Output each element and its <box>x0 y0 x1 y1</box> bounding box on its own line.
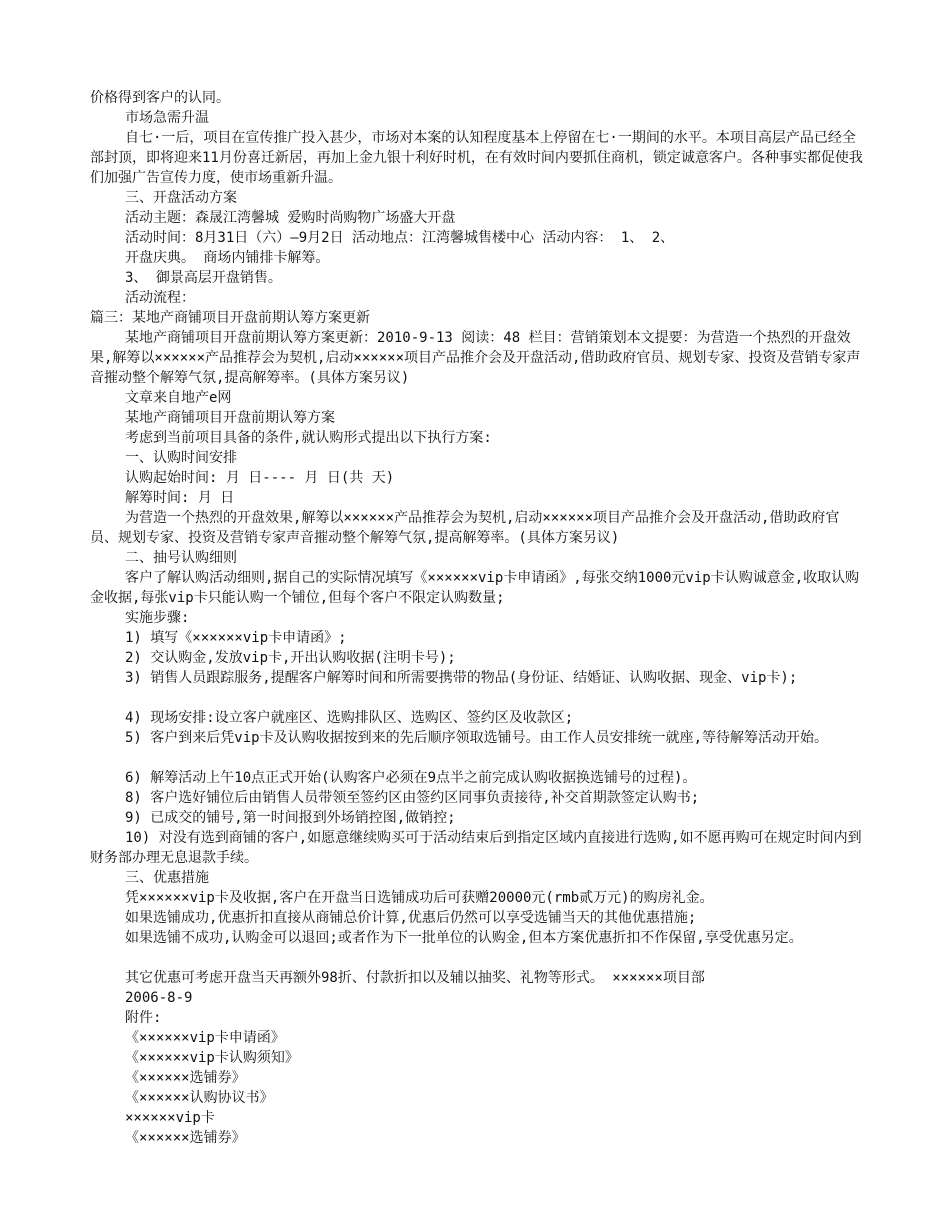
list-item: 8) 客户选好铺位后由销售人员带领至签约区由签约区同事负责接待,补交首期款签定认购书; <box>125 790 700 806</box>
list-item: 1) 填写《××××××vip卡申请函》; <box>125 630 347 646</box>
section-heading: 三、开盘活动方案 <box>125 190 237 206</box>
text-line: 如果选铺成功,优惠折扣直接从商铺总价计算,优惠后仍然可以享受选铺当天的其他优惠措施; <box>125 910 697 926</box>
text-line: 考虑到当前项目具备的条件,就认购形式提出以下执行方案: <box>125 430 492 446</box>
text-line: 实施步骤: <box>125 610 190 626</box>
list-item: 3) 销售人员跟踪服务,提醒客户解筹时间和所需要携带的物品(身份证、结婚证、认购收据、现金、vip卡); <box>125 670 798 686</box>
list-item: 2) 交认购金,发放vip卡,开出认购收据(注明卡号); <box>125 650 456 666</box>
list-item: 10) 对没有选到商铺的客户,如愿意继续购买可于活动结束后到指定区域内直接进行选购,如不愿再购可在规定时间内到财务部办理无息退款手续。 <box>90 830 862 866</box>
attachment-item: 《××××××选铺券》 <box>125 1070 246 1086</box>
text-line: 活动时间：8月31日（六）—9月2日 活动地点：江湾馨城售楼中心 活动内容： 1、 2、 <box>125 230 675 246</box>
paragraph: 自七·一后，项目在宣传推广投入甚少，市场对本案的认知程度基本上停留在七·一期间的水平。本项目高层产品已经全部封顶，即将迎来11月份喜迁新居，再加上金九银十利好时机，在有效时间内要抓住商机，锁定诚意客户。各种事实都促使我们加强广告宣传力度，使市场重新升温。 <box>90 130 863 186</box>
attachment-item: 《××××××vip卡申请函》 <box>125 1030 285 1046</box>
text-line: 附件: <box>125 1010 162 1026</box>
section-heading: 二、抽号认购细则 <box>125 550 237 566</box>
text-line: 如果选铺不成功,认购金可以退回;或者作为下一批单位的认购金,但本方案优惠折扣不作保留,享受优惠另定。 <box>125 930 803 946</box>
list-item: 6) 解筹活动上午10点正式开始(认购客户必须在9点半之前完成认购收据换选铺号的过程)。 <box>125 770 697 786</box>
text-line: 认购起始时间: 月 日---- 月 日(共 天) <box>125 470 395 486</box>
section-heading: 三、优惠措施 <box>125 870 209 886</box>
attachment-item: ××××××vip卡 <box>125 1110 215 1126</box>
article-heading: 篇三：某地产商铺项目开盘前期认筹方案更新 <box>90 310 370 326</box>
text-line: 其它优惠可考虑开盘当天再额外98折、付款折扣以及辅以抽奖、礼物等形式。 ××××××项目部 <box>125 970 705 986</box>
list-item: 9) 已成交的铺号,第一时间报到外场销控图,做销控; <box>125 810 456 826</box>
paragraph: 客户了解认购活动细则,据自己的实际情况填写《××××××vip卡申请函》,每张交纳1000元vip卡认购诚意金,收取认购金收据,每张vip卡只能认购一个铺位,但每个客户不限定认购数量; <box>90 570 860 606</box>
text-line: 解筹时间: 月 日 <box>125 490 235 506</box>
list-item: 4) 现场安排:设立客户就座区、选购排队区、选购区、签约区及收款区; <box>125 710 574 726</box>
section-heading: 一、认购时间安排 <box>125 450 237 466</box>
text-line: 价格得到客户的认同。 <box>90 90 230 106</box>
attachment-item: 《××××××选铺券》 <box>125 1130 246 1146</box>
document-title: 某地产商铺项目开盘前期认筹方案 <box>125 410 335 426</box>
attachment-item: 《××××××认购协议书》 <box>125 1090 274 1106</box>
text-line: 开盘庆典。 商场内铺排卡解筹。 <box>125 250 330 266</box>
attachment-item: 《××××××vip卡认购须知》 <box>125 1050 299 1066</box>
text-line: 文章来自地产e网 <box>125 390 232 406</box>
text-line: 3、 御景高层开盘销售。 <box>125 270 282 286</box>
list-item: 5) 客户到来后凭vip卡及认购收据按到来的先后顺序领取选铺号。由工作人员安排统一就座,等待解筹活动开始。 <box>125 730 828 746</box>
paragraph: 某地产商铺项目开盘前期认筹方案更新：2010-9-13 阅读：48 栏目：营销策划本文提要：为营造一个热烈的开盘效果,解筹以××××××产品推荐会为契机,启动××××××项目产品推介会及开盘活动,借助政府官员、规划专家、投资及营销专家声音摧动整个解筹气氛,提高解筹率。(具体方案另议) <box>90 330 861 386</box>
section-heading: 市场急需升温 <box>125 110 209 126</box>
text-line: 活动流程： <box>125 290 195 306</box>
text-line: 凭××××××vip卡及收据,客户在开盘当日选铺成功后可获赠20000元(rmb贰万元)的购房礼金。 <box>125 890 714 906</box>
text-line: 活动主题：森晟江湾馨城 爱购时尚购物广场盛大开盘 <box>125 210 456 226</box>
date-line: 2006-8-9 <box>125 990 193 1006</box>
paragraph: 为营造一个热烈的开盘效果,解筹以××××××产品推荐会为契机,启动××××××项目产品推介会及开盘活动,借助政府官员、规划专家、投资及营销专家声音摧动整个解筹气氛,提高解筹率。(具体方案另议) <box>90 510 840 546</box>
